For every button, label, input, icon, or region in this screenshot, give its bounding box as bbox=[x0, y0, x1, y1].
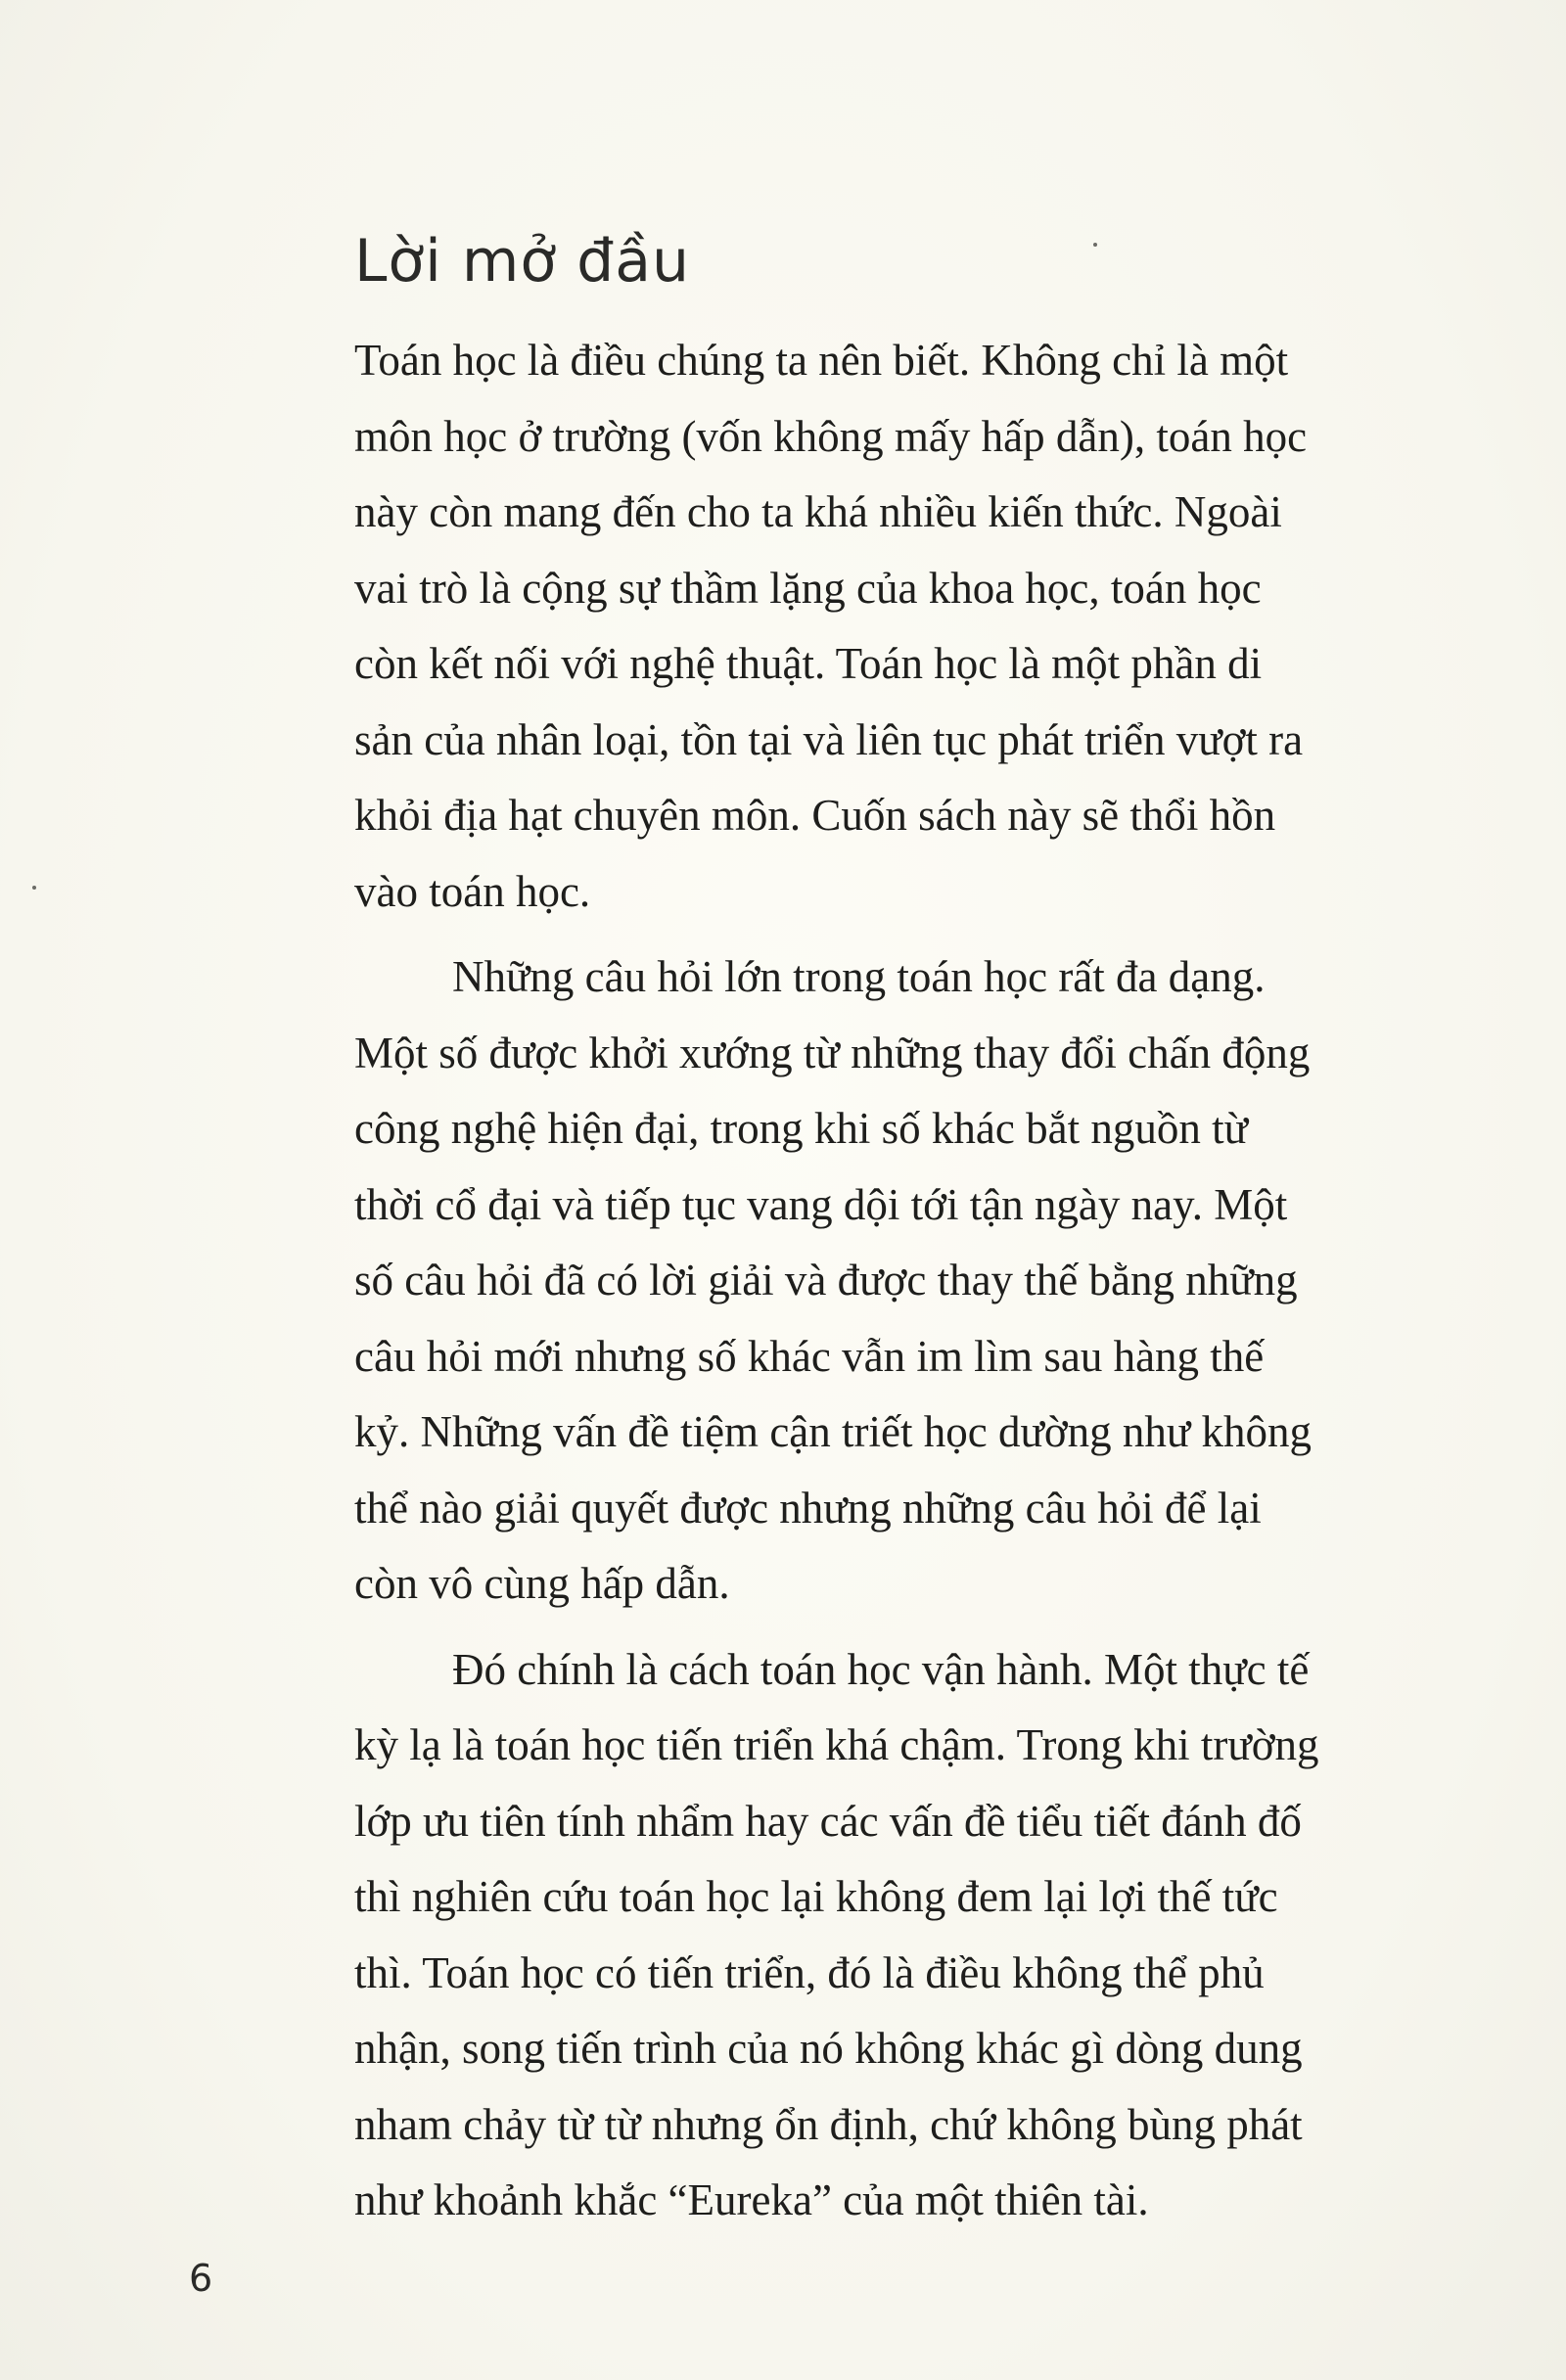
paper-speck bbox=[32, 886, 36, 890]
text-line: Đó chính là cách toán học vận hành. Một thực tế bbox=[452, 1644, 1310, 1694]
text-line: vai trò là cộng sự thầm lặng của khoa học, toán học bbox=[354, 563, 1262, 613]
page-number: 6 bbox=[189, 2257, 213, 2300]
body-text bbox=[354, 323, 1480, 2239]
text-line: khỏi địa hạt chuyên môn. Cuốn sách này sẽ thổi hồn bbox=[354, 791, 1276, 840]
text-line: lớp ưu tiên tính nhẩm hay các vấn đề tiểu tiết đánh đố bbox=[354, 1796, 1302, 1846]
chapter-heading: Lời mở đầu bbox=[354, 227, 690, 296]
text-line: thời cổ đại và tiếp tục vang dội tới tận ngày nay. Một bbox=[354, 1179, 1288, 1229]
text-line: Những câu hỏi lớn trong toán học rất đa dạng. bbox=[452, 952, 1266, 1001]
text-line: nhận, song tiến trình của nó không khác gì dòng dung bbox=[354, 2024, 1303, 2073]
text-line: vào toán học. bbox=[354, 866, 591, 916]
text-line: số câu hỏi đã có lời giải và được thay thế bằng những bbox=[354, 1256, 1298, 1304]
text-line: như khoảnh khắc “Eureka” của một thiên tài. bbox=[354, 2175, 1149, 2224]
text-line: công nghệ hiện đại, trong khi số khác bắt nguồn từ bbox=[354, 1104, 1248, 1153]
text-line: môn học ở trường (vốn không mấy hấp dẫn), toán học bbox=[354, 411, 1308, 461]
text-line: câu hỏi mới nhưng số khác vẫn im lìm sau hàng thế bbox=[354, 1331, 1265, 1381]
paper-speck bbox=[1093, 243, 1097, 247]
text-line: kỷ. Những vấn đề tiệm cận triết học dường như không bbox=[354, 1407, 1313, 1456]
text-line: kỳ lạ là toán học tiến triển khá chậm. Trong khi trường bbox=[354, 1720, 1319, 1769]
paragraph-2 bbox=[354, 939, 1480, 1623]
text-line: còn kết nối với nghệ thuật. Toán học là một phần di bbox=[354, 639, 1263, 688]
text-line: nham chảy từ từ nhưng ổn định, chứ không bùng phát bbox=[354, 2099, 1303, 2149]
text-line: thì nghiên cứu toán học lại không đem lại lợi thế tức bbox=[354, 1872, 1278, 1921]
text-line: thì. Toán học có tiến triển, đó là điều không thể phủ bbox=[354, 1947, 1265, 1997]
text-line: Toán học là điều chúng ta nên biết. Không chỉ là một bbox=[354, 336, 1289, 385]
paragraph-3 bbox=[354, 1632, 1480, 2239]
text-line: còn vô cùng hấp dẫn. bbox=[354, 1559, 730, 1608]
text-line: thể nào giải quyết được nhưng những câu hỏi để lại bbox=[354, 1483, 1262, 1533]
paragraph-1 bbox=[354, 323, 1480, 930]
text-line: này còn mang đến cho ta khá nhiều kiến thức. Ngoài bbox=[354, 487, 1282, 536]
text-line: Một số được khởi xướng từ những thay đổi chấn động bbox=[354, 1028, 1311, 1077]
text-line: sản của nhân loại, tồn tại và liên tục phát triển vượt ra bbox=[354, 714, 1304, 764]
